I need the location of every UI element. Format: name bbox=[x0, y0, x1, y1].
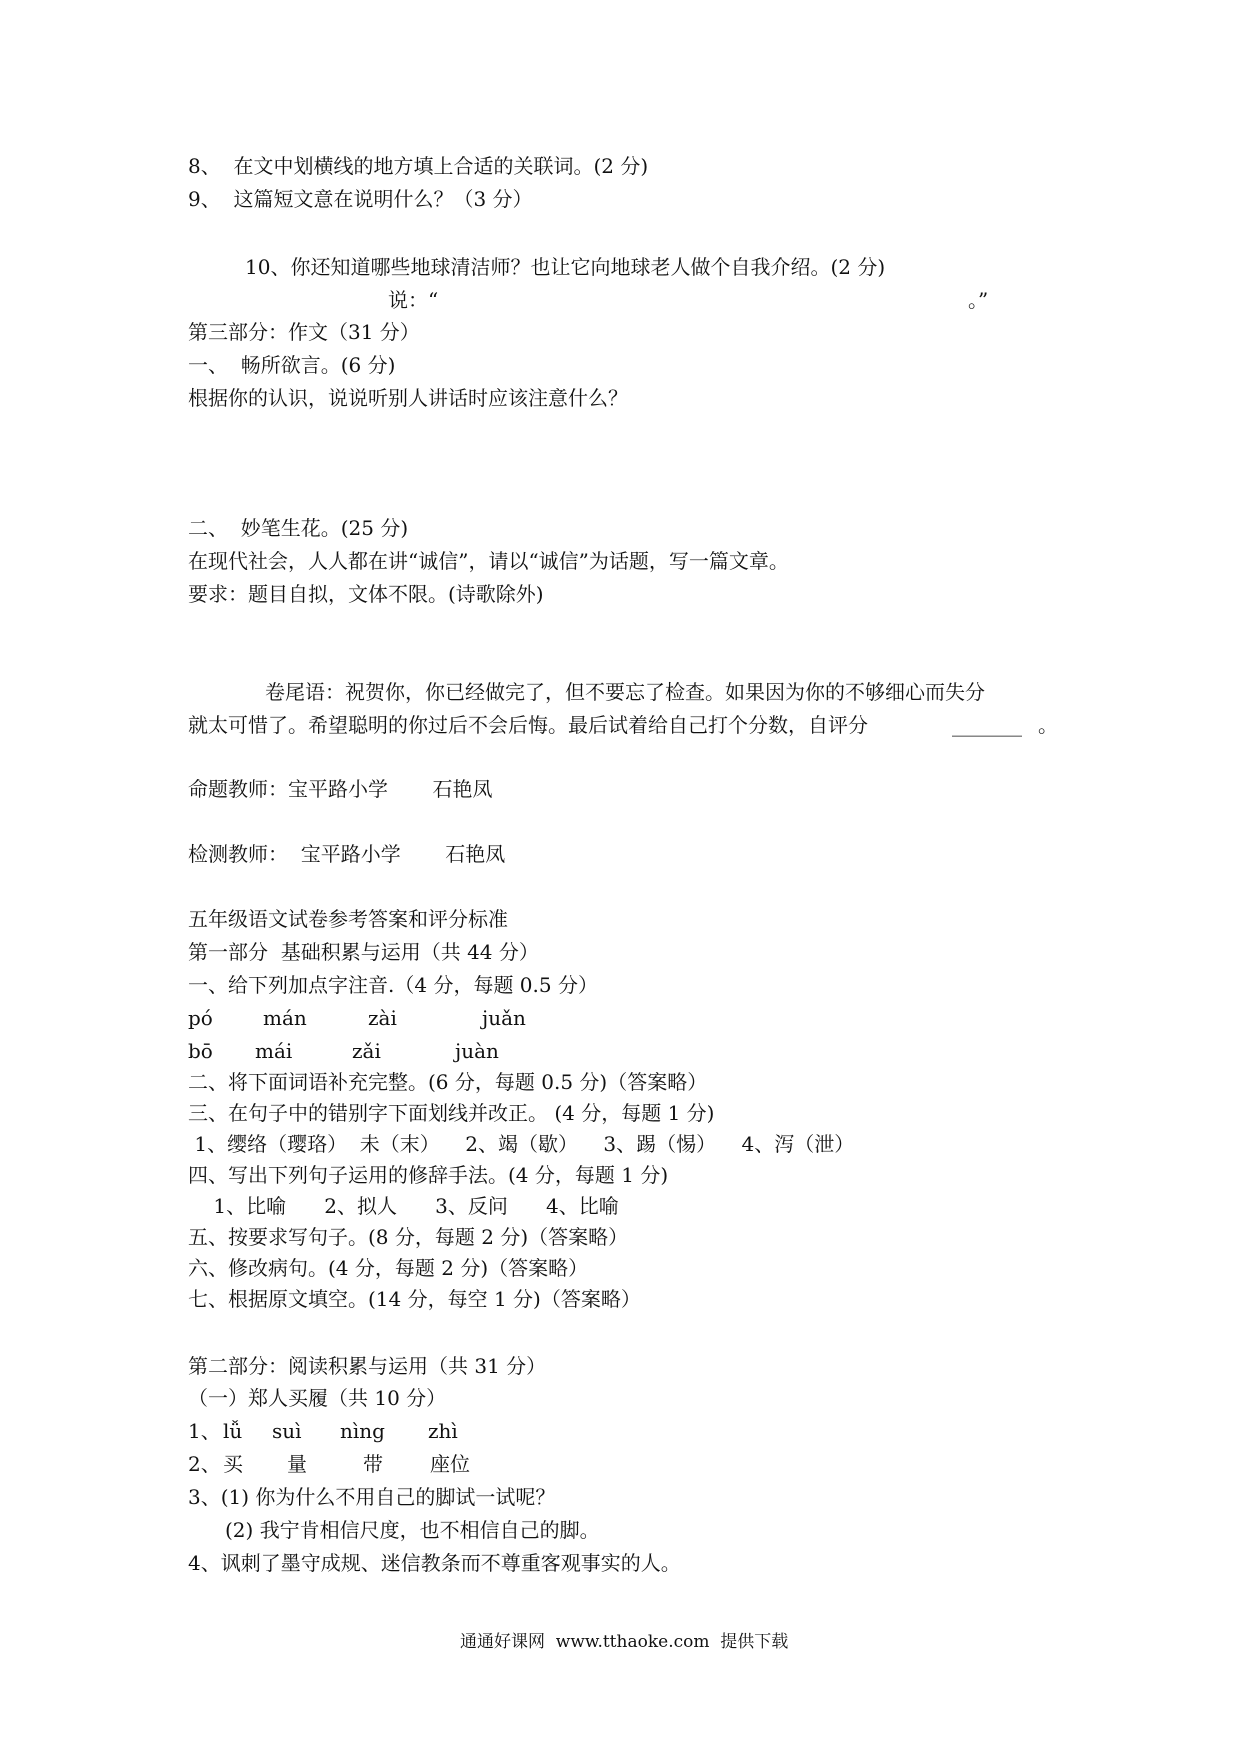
answer-p2-2-label: 2、 bbox=[188, 1452, 221, 1476]
part3-title: 第三部分：作文（31 分） bbox=[188, 320, 420, 344]
pinyin-item: juàn bbox=[455, 1039, 499, 1063]
answer-6: 六、修改病句。(4 分，每题 2 分)（答案略） bbox=[188, 1256, 589, 1280]
pinyin-item: zǎi bbox=[352, 1039, 381, 1063]
answer-3: 三、在句子中的错别字下面划线并改正。 (4 分，每题 1 分) bbox=[188, 1101, 715, 1125]
answer-5: 五、按要求写句子。(8 分，每题 2 分)（答案略） bbox=[188, 1225, 629, 1249]
part3-section2-prompt: 在现代社会，人人都在讲“诚信”，请以“诚信”为话题，写一篇文章。 bbox=[188, 549, 789, 573]
answer-2: 二、将下面词语补充完整。(6 分，每题 0.5 分)（答案略） bbox=[188, 1070, 708, 1094]
answer-7: 七、根据原文填空。(14 分，每空 1 分)（答案略） bbox=[188, 1287, 641, 1311]
answers-part2-title: 第二部分：阅读积累与运用（共 31 分） bbox=[188, 1354, 547, 1378]
answers-part2-sub1: （一）郑人买履（共 10 分） bbox=[188, 1386, 447, 1410]
answer-p2-4: 4、讽刺了墨守成规、迷信教条而不尊重客观事实的人。 bbox=[188, 1551, 681, 1575]
pinyin-item: mán bbox=[263, 1006, 307, 1030]
pinyin-item: zhì bbox=[428, 1419, 458, 1443]
checker-teacher: 检测教师： 宝平路小学 石艳凤 bbox=[188, 842, 506, 866]
pinyin-item: bō bbox=[188, 1039, 213, 1063]
self-score-blank: _______ bbox=[952, 713, 1022, 737]
part3-section1-prompt: 根据你的认识，说说听别人讲话时应该注意什么？ bbox=[188, 386, 628, 410]
pinyin-item: zài bbox=[368, 1006, 397, 1030]
answer-1: 一、给下列加点字注音.（4 分，每题 0.5 分） bbox=[188, 973, 598, 997]
question-10-say-close: 。” bbox=[968, 288, 989, 312]
answer-word: 座位 bbox=[430, 1452, 470, 1476]
pinyin-item: pó bbox=[188, 1006, 213, 1030]
closing-line-2: 就太可惜了。希望聪明的你过后不会后悔。最后试着给自己打个分数，自评分 bbox=[188, 713, 868, 737]
pinyin-item: suì bbox=[272, 1419, 302, 1443]
answer-word: 买 bbox=[223, 1452, 243, 1476]
question-10: 10、你还知道哪些地球清洁师？也让它向地球老人做个自我介绍。(2 分) bbox=[245, 255, 886, 279]
answer-4-items: 1、比喻 2、拟人 3、反问 4、比喻 bbox=[188, 1194, 619, 1218]
answer-word: 量 bbox=[287, 1452, 307, 1476]
part3-section2-requirement: 要求：题目自拟，文体不限。(诗歌除外) bbox=[188, 582, 544, 606]
question-9: 9、 这篇短文意在说明什么？（3 分） bbox=[188, 187, 533, 211]
closing-end: 。 bbox=[1038, 713, 1058, 737]
answer-p2-3: 3、(1) 你为什么不用自己的脚试一试呢？ bbox=[188, 1485, 556, 1509]
answer-word: 带 bbox=[363, 1452, 383, 1476]
answer-3-items: 1、缨络（璎珞） 未（末） 2、竭（歇） 3、踢（惕） 4、泻（泄） bbox=[188, 1132, 855, 1156]
author-teacher: 命题教师：宝平路小学 石艳凤 bbox=[188, 777, 493, 801]
pinyin-item: mái bbox=[255, 1039, 293, 1063]
answer-p2-1-label: 1、 bbox=[188, 1419, 221, 1443]
answer-p2-3b: (2) 我宁肯相信尺度，也不相信自己的脚。 bbox=[225, 1518, 600, 1542]
pinyin-item: juǎn bbox=[482, 1006, 526, 1030]
page-footer: 通通好课网 www.tthaoke.com 提供下载 bbox=[460, 1632, 789, 1652]
closing-line-1: 卷尾语：祝贺你，你已经做完了，但不要忘了检查。如果因为你的不够细心而失分 bbox=[265, 680, 985, 704]
question-10-say-open: 说：“ bbox=[388, 288, 439, 312]
question-8: 8、 在文中划横线的地方填上合适的关联词。(2 分) bbox=[188, 154, 649, 178]
pinyin-item: lǚ bbox=[223, 1419, 243, 1443]
part3-section2-title: 二、 妙笔生花。(25 分) bbox=[188, 516, 409, 540]
pinyin-item: nìng bbox=[340, 1419, 385, 1443]
answers-title: 五年级语文试卷参考答案和评分标准 bbox=[188, 907, 508, 931]
answers-part1-title: 第一部分 基础积累与运用（共 44 分） bbox=[188, 940, 539, 964]
answer-4: 四、写出下列句子运用的修辞手法。(4 分，每题 1 分) bbox=[188, 1163, 669, 1187]
part3-section1-title: 一、 畅所欲言。(6 分) bbox=[188, 353, 396, 377]
